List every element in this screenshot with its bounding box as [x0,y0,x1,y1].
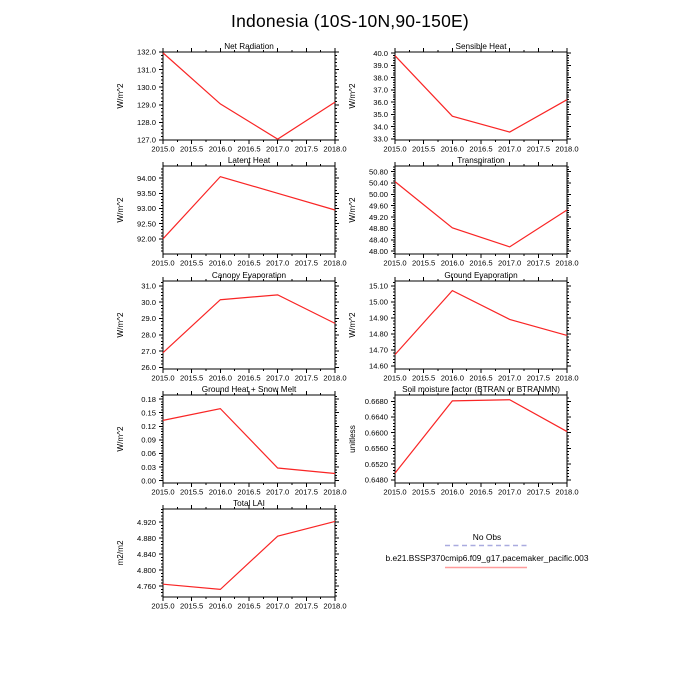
y-tick-label: 128.0 [136,118,156,128]
x-tick-label: 2015.5 [180,373,204,383]
data-line-ground-evaporation [395,291,567,355]
x-tick-label: 2016.5 [237,373,261,383]
plot-box [395,395,567,483]
data-line-transpiration [395,182,567,247]
x-tick-label: 2015.5 [180,601,204,611]
y-tick-label: 26.0 [141,363,156,373]
y-tick-label: 31.0 [141,281,156,291]
y-tick-label: 0.00 [141,476,156,486]
y-tick-label: 4.920 [136,517,156,527]
y-tick-label: 38.0 [373,73,388,83]
x-tick-label: 2016.5 [237,601,261,611]
x-tick-label: 2016.0 [208,144,232,154]
y-axis-title: W/m^2 [348,197,357,223]
y-tick-label: 34.0 [373,122,388,132]
plot-box [163,509,335,597]
x-tick-label: 2015.5 [412,144,436,154]
y-tick-label: 4.880 [136,533,156,543]
x-tick-label: 2016.0 [208,373,232,383]
y-tick-label: 0.6520 [364,459,388,469]
axes [391,48,571,144]
x-tick-label: 2015.0 [151,258,175,268]
y-tick-label: 50.40 [368,178,388,188]
y-tick-label: 93.50 [136,189,156,199]
chart-title: Ground Heat + Snow Melt [201,385,297,394]
x-tick-label: 2016.0 [440,487,464,497]
legend-model-label: b.e21.BSSP370cmip6.f09_g17.pacemaker_pacific.003 [385,553,589,563]
y-tick-label: 49.20 [368,212,388,222]
x-tick-label: 2018.0 [555,487,579,497]
chart-soil-moisture-factor-btran-or-btranmn [310,381,579,505]
y-tick-label: 14.70 [368,345,388,355]
x-tick-label: 2016.0 [208,487,232,497]
y-tick-label: 37.0 [373,85,388,95]
x-tick-label: 2017.5 [294,258,318,268]
x-tick-label: 2015.0 [151,373,175,383]
y-tick-label: 29.0 [141,314,156,324]
y-tick-label: 0.15 [141,408,156,418]
x-tick-label: 2016.5 [469,487,493,497]
page-title: Indonesia (10S-10N,90-150E) [231,11,469,31]
x-tick-label: 2016.0 [208,601,232,611]
legend-no-obs-label: No Obs [472,532,502,542]
chart-transpiration [310,152,579,276]
y-tick-label: 0.18 [141,394,156,404]
y-tick-label: 0.03 [141,462,156,472]
axis-labels [348,271,579,383]
x-tick-label: 2017.0 [266,487,290,497]
chart-canopy-evaporation [78,267,347,391]
y-tick-label: 50.00 [368,190,388,200]
y-tick-label: 28.0 [141,330,156,340]
y-tick-label: 14.90 [368,313,388,323]
y-tick-label: 4.800 [136,565,156,575]
x-tick-label: 2017.0 [498,487,522,497]
x-tick-label: 2016.5 [237,487,261,497]
chart-title: Latent Heat [227,156,271,165]
x-tick-label: 2015.0 [383,144,407,154]
axis-labels [348,385,579,497]
y-tick-label: 4.840 [136,549,156,559]
x-tick-label: 2015.0 [383,487,407,497]
x-tick-label: 2015.5 [180,144,204,154]
x-tick-label: 2015.5 [412,258,436,268]
x-tick-label: 2016.5 [469,373,493,383]
y-tick-label: 33.0 [373,134,388,144]
y-tick-label: 4.760 [136,581,156,591]
axis-labels [348,42,579,154]
x-tick-label: 2017.0 [498,373,522,383]
y-tick-label: 49.60 [368,201,388,211]
y-tick-label: 130.0 [136,82,156,92]
x-tick-label: 2016.5 [237,258,261,268]
x-tick-label: 2017.5 [526,258,550,268]
y-tick-label: 30.0 [141,297,156,307]
x-tick-label: 2017.5 [294,601,318,611]
chart-ground-heat-snow-melt [78,381,347,505]
y-tick-label: 0.6480 [364,475,388,485]
legend [360,524,630,576]
y-axis-title: W/m^2 [348,312,357,338]
x-tick-label: 2016.5 [469,144,493,154]
x-tick-label: 2017.5 [526,144,550,154]
x-tick-label: 2018.0 [323,258,347,268]
x-tick-label: 2018.0 [555,258,579,268]
y-tick-label: 0.6560 [364,444,388,454]
y-tick-label: 132.0 [136,47,156,57]
plot-box [395,166,567,254]
y-tick-label: 50.80 [368,167,388,177]
y-tick-label: 27.0 [141,346,156,356]
x-tick-label: 2017.5 [526,487,550,497]
y-axis-title: W/m^2 [348,83,357,109]
chart-total-lai [78,495,347,619]
y-axis-title: unitless [348,425,357,453]
x-tick-label: 2016.0 [440,258,464,268]
chart-title: Sensible Heat [455,42,507,51]
x-tick-label: 2017.0 [498,258,522,268]
y-tick-label: 40.0 [373,48,388,58]
chart-latent-heat [78,152,347,276]
x-tick-label: 2016.5 [469,258,493,268]
x-tick-label: 2018.0 [323,487,347,497]
chart-ground-evaporation [310,267,579,391]
x-tick-label: 2015.5 [180,487,204,497]
x-tick-label: 2017.0 [266,144,290,154]
y-tick-label: 0.12 [141,421,156,431]
y-axis-title: m2/m2 [116,540,125,566]
x-tick-label: 2017.0 [498,144,522,154]
x-tick-label: 2015.0 [383,258,407,268]
y-tick-label: 35.0 [373,110,388,120]
y-axis-title: W/m^2 [116,197,125,223]
axes [391,162,571,258]
y-tick-label: 15.10 [368,281,388,291]
y-tick-label: 39.0 [373,61,388,71]
x-tick-label: 2015.5 [180,258,204,268]
chart-title: Ground Evaporation [444,271,518,280]
y-axis-title: W/m^2 [116,83,125,109]
y-tick-label: 92.00 [136,234,156,244]
y-tick-label: 48.80 [368,224,388,234]
data-line-total-lai [163,521,335,589]
x-tick-label: 2016.0 [208,258,232,268]
axes [391,277,571,373]
y-tick-label: 0.6680 [364,396,388,406]
data-line-soil-moisture-factor-btran-or-btranmn [395,400,567,473]
y-tick-label: 94.00 [136,173,156,183]
y-tick-label: 92.50 [136,219,156,229]
y-tick-label: 48.00 [368,246,388,256]
x-tick-label: 2015.0 [151,144,175,154]
chart-title: Net Radiation [224,42,274,51]
y-tick-label: 0.6600 [364,428,388,438]
y-tick-label: 0.6640 [364,412,388,422]
y-tick-label: 14.60 [368,361,388,371]
x-tick-label: 2015.0 [151,601,175,611]
axis-labels [348,156,579,268]
chart-title: Transpiration [457,156,505,165]
chart-net-radiation [78,38,347,162]
y-tick-label: 93.00 [136,204,156,214]
y-tick-label: 127.0 [136,135,156,145]
chart-title: Canopy Evaporation [211,271,287,280]
axis-labels [116,499,347,611]
chart-sensible-heat [310,38,579,162]
y-axis-title: W/m^2 [116,426,125,452]
axes [391,391,571,487]
x-tick-label: 2018.0 [555,373,579,383]
x-tick-label: 2017.5 [294,373,318,383]
x-tick-label: 2017.5 [526,373,550,383]
chart-title: Soil moisture factor (BTRAN or BTRANMN) [402,385,560,394]
x-tick-label: 2015.0 [151,487,175,497]
x-tick-label: 2015.5 [412,373,436,383]
chart-title: Total LAI [233,499,265,508]
y-tick-label: 48.40 [368,235,388,245]
x-tick-label: 2017.0 [266,373,290,383]
x-tick-label: 2017.5 [294,144,318,154]
y-tick-label: 14.80 [368,329,388,339]
x-tick-label: 2018.0 [555,144,579,154]
x-tick-label: 2016.0 [440,144,464,154]
x-tick-label: 2016.5 [237,144,261,154]
x-tick-label: 2015.0 [383,373,407,383]
y-axis-title: W/m^2 [116,312,125,338]
data-line-sensible-heat [395,56,567,132]
x-tick-label: 2017.0 [266,601,290,611]
y-tick-label: 15.00 [368,297,388,307]
y-tick-label: 129.0 [136,100,156,110]
y-tick-label: 36.0 [373,97,388,107]
x-tick-label: 2018.0 [323,601,347,611]
x-tick-label: 2017.5 [294,487,318,497]
plot-box [395,52,567,140]
x-tick-label: 2015.5 [412,487,436,497]
y-tick-label: 0.09 [141,435,156,445]
y-tick-label: 131.0 [136,65,156,75]
x-tick-label: 2018.0 [323,144,347,154]
y-tick-label: 0.06 [141,449,156,459]
x-tick-label: 2018.0 [323,373,347,383]
x-tick-label: 2016.0 [440,373,464,383]
x-tick-label: 2017.0 [266,258,290,268]
